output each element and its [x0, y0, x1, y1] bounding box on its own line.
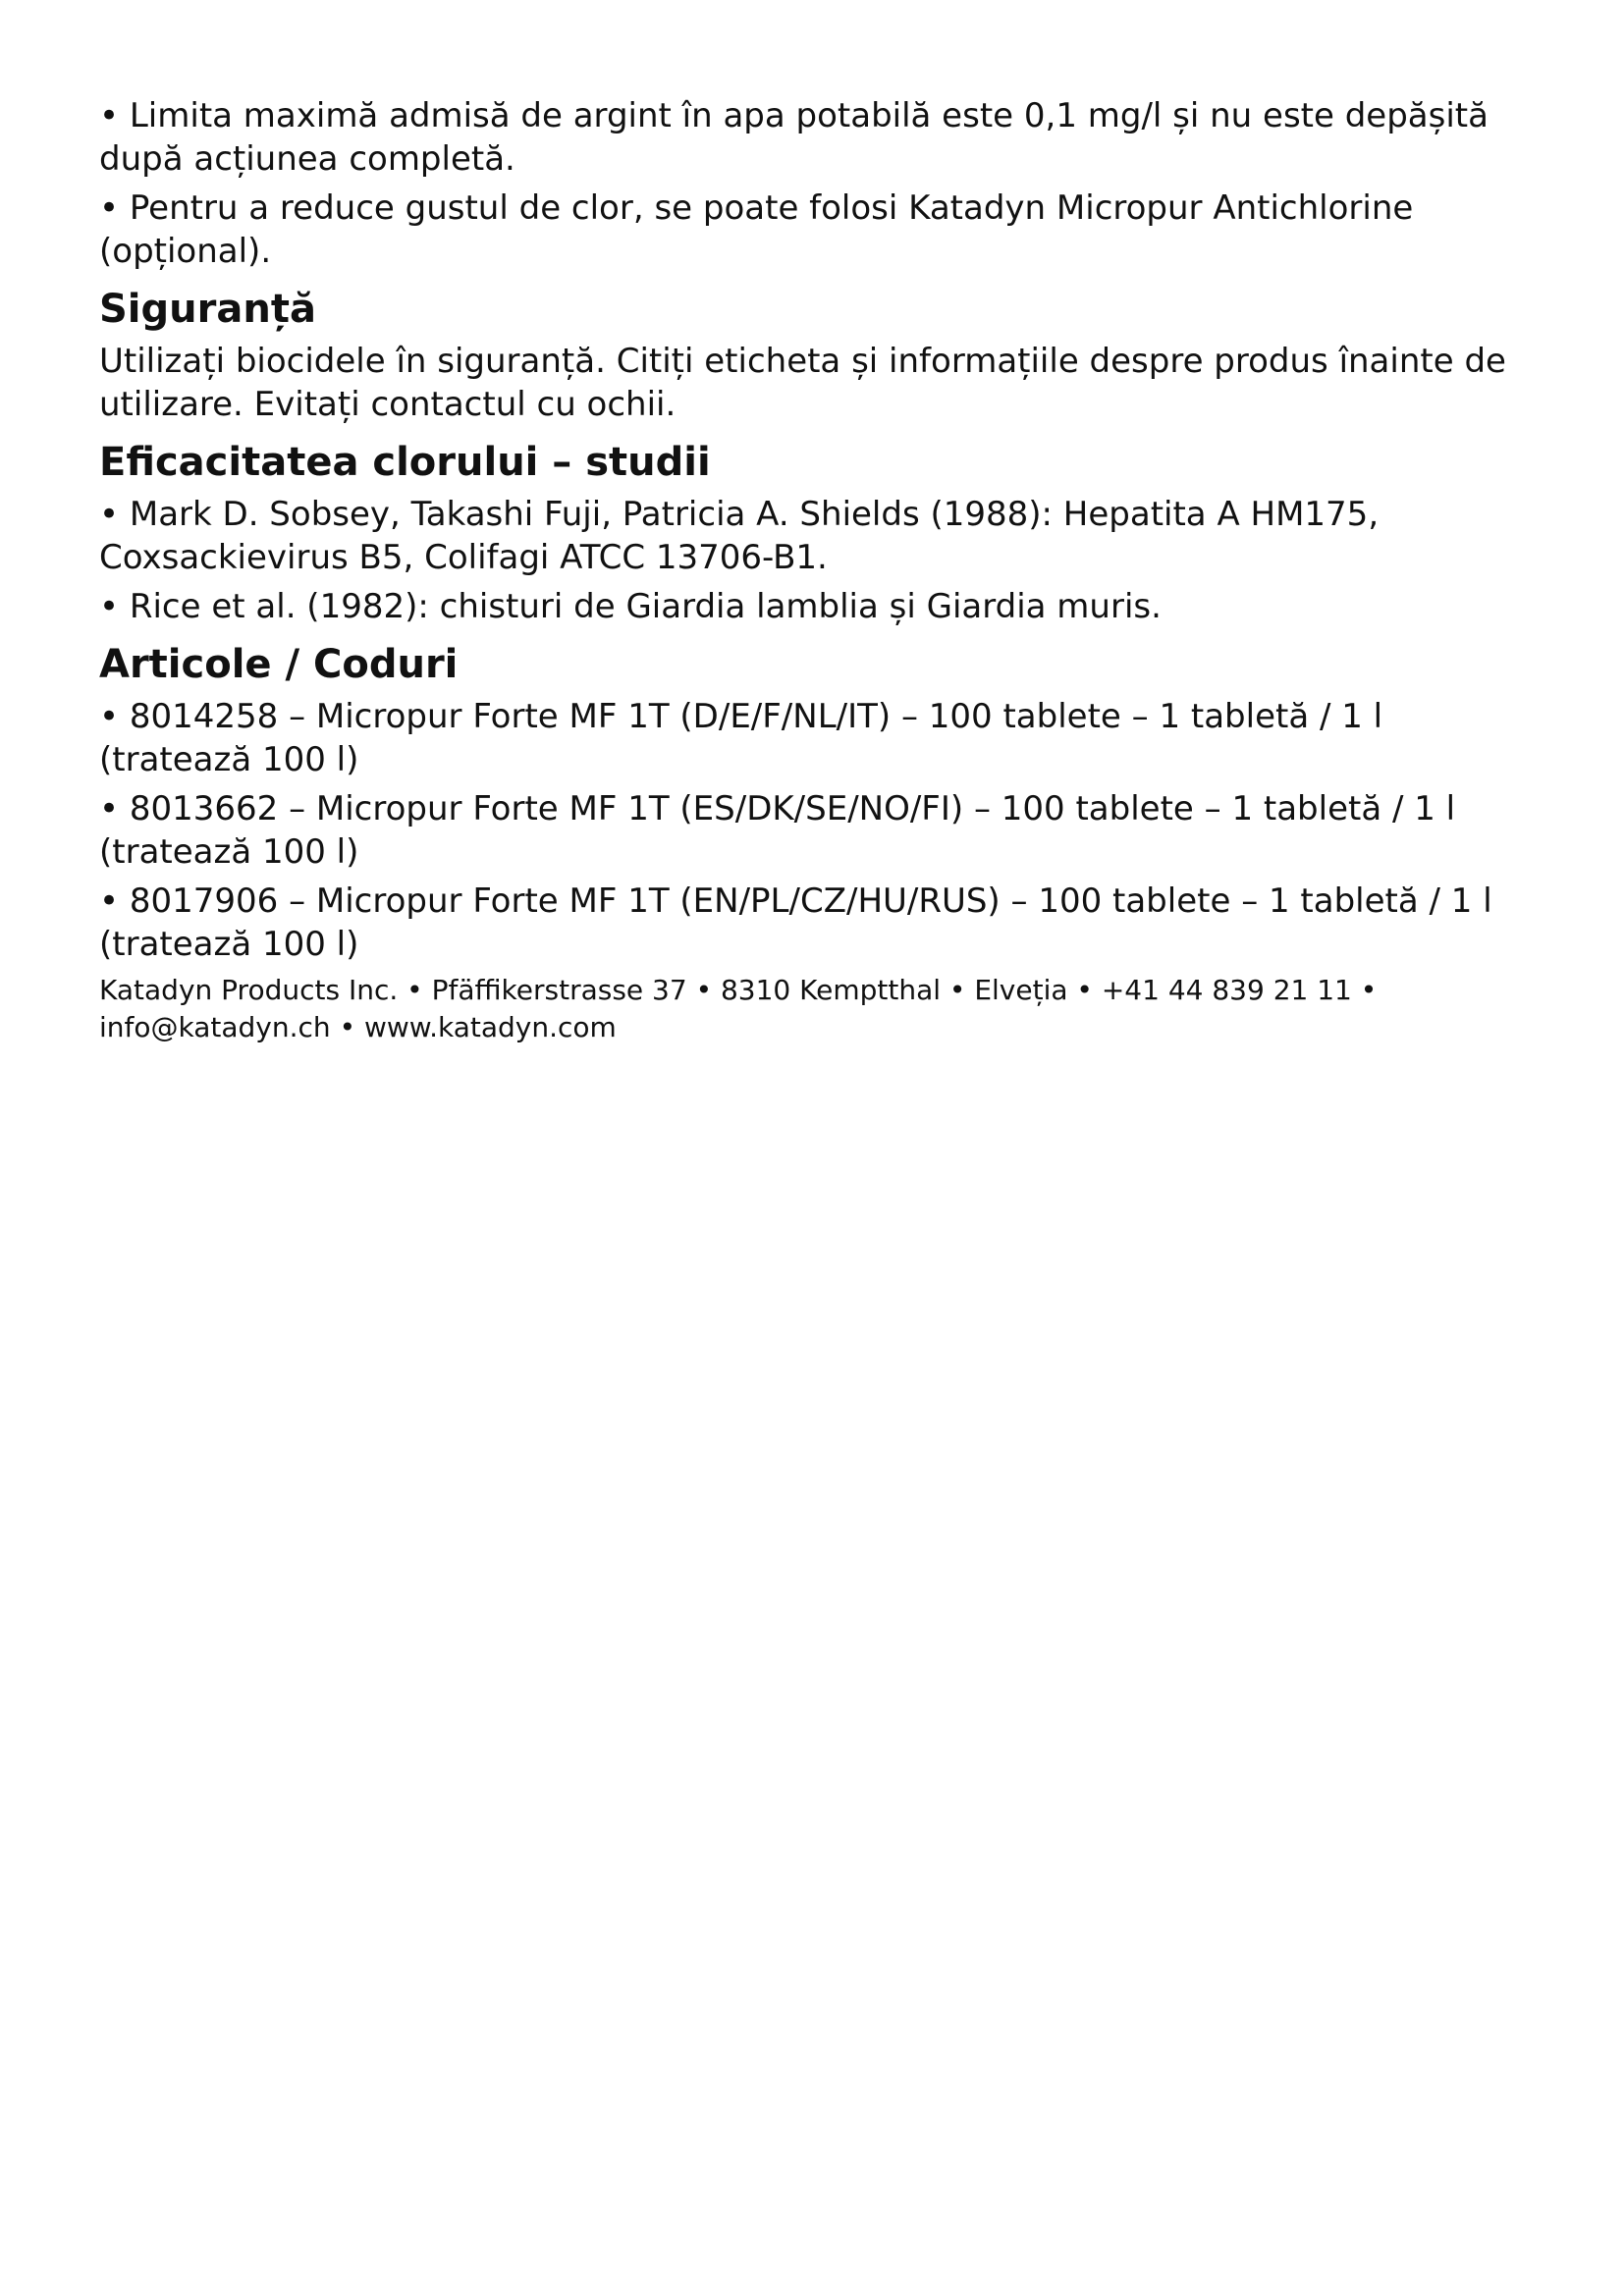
study-item: • Rice et al. (1982): chisturi de Giardia lamblia și Giardia muris.: [99, 587, 1162, 626]
article-item: • 8013662 – Micropur Forte MF 1T (ES/DK/SE/NO/FI) – 100 tablete – 1 tabletă / 1 l (tratează 100 l): [99, 789, 1456, 872]
article-item: • 8017906 – Micropur Forte MF 1T (EN/PL/CZ/HU/RUS) – 100 tablete – 1 tabletă / 1 l (tratează 100 l): [99, 881, 1492, 964]
study-item: • Mark D. Sobsey, Takashi Fuji, Patricia A. Shields (1988): Hepatita A HM175, Coxsackievirus B5, Colifagi ATCC 13706-B1.: [99, 495, 1380, 577]
safety-text: Utilizați biocidele în siguranță. Citiți eticheta și informațiile despre produs înainte de utilizare. Evitați contactul cu ochii.: [99, 342, 1506, 424]
antichlorine-bullet: • Pentru a reduce gustul de clor, se poate folosi Katadyn Micropur Antichlorine (opțional).: [99, 188, 1414, 271]
article-item: • 8014258 – Micropur Forte MF 1T (D/E/F/NL/IT) – 100 tablete – 1 tabletă / 1 l (tratează 100 l): [99, 697, 1383, 779]
articles-heading: Articole / Coduri: [99, 642, 459, 687]
silver-limit-bullet: • Limita maximă admisă de argint în apa potabilă este 0,1 mg/l și nu este depășită după acțiunea completă.: [99, 96, 1489, 179]
studies-heading: Eficacitatea clorului – studii: [99, 440, 711, 485]
company-footer: Katadyn Products Inc. • Pfäffikerstrasse 37 • 8310 Kemptthal • Elveția • +41 44 839 21 11 • info@katadyn.ch • www.katadyn.com: [99, 974, 1378, 1043]
document-content: [99, 94, 1543, 1046]
safety-heading: Siguranță: [99, 287, 316, 332]
